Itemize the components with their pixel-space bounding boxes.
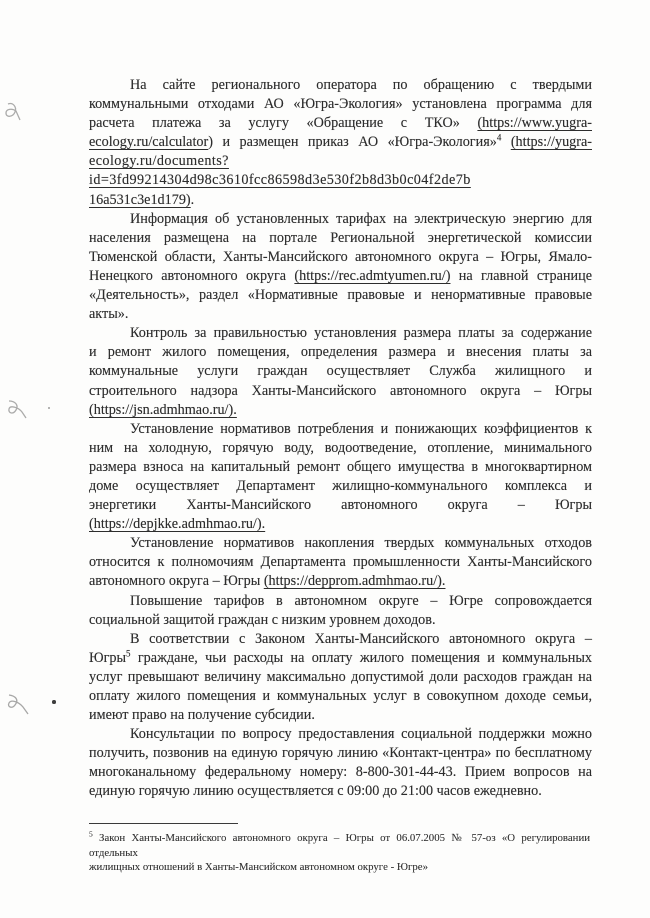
body-line [89,668,592,687]
body-line [89,324,592,343]
pen-mark-1 [4,100,24,126]
text-run: Установление нормативов накопления твердых коммунальных отходов [130,535,592,552]
body-line [89,401,592,420]
body-line [89,572,592,591]
body-line [89,831,590,860]
text-run: населения размещена на портале Региональной энергетической комиссии [89,229,592,246]
paragraph [89,420,592,535]
body-line [89,496,592,515]
body-line [89,229,592,248]
text-run: Югры [89,649,127,666]
paragraph [89,324,592,419]
hyperlink-text[interactable]: (https://depprom.admhmao.ru/). [263,573,446,590]
body-line [89,725,592,744]
text-run: автономного округа – Югры [89,573,264,590]
body-line [89,420,592,439]
paragraph [89,592,592,630]
text-run: Информация об установленных тарифах на электрическую энергию для [130,210,592,227]
document-body [89,76,592,802]
text-run: граждане, чьи расходы на оплату жилого помещения и коммунальных [130,649,592,666]
text-run: жилищных отношений в Ханты-Мансийском автономном округе - Югре» [89,861,428,874]
text-run: Консультации по вопросу предоставления социальной поддержки можно [130,726,592,743]
body-line [89,477,592,496]
body-line [89,515,592,534]
body-line [89,630,592,649]
text-run: Закон Ханты-Мансийского автономного округа – Югры от 06.07.2005 № 57-оз «О регулировании отдельных [89,832,590,859]
body-line [89,611,592,630]
text-run: социальной защитой граждан с низким уровнем доходов. [89,611,436,628]
hyperlink-text[interactable]: (https://depjkke.admhmao.ru/). [89,516,266,533]
pen-mark-2 [6,398,28,422]
hyperlink-text[interactable]: ecology.ru/documents?id=3fd99214304d98c3610fcc86598d3e530f2b8d3b0c04f2de7b [89,153,471,189]
body-line [89,248,592,267]
text-run: строительного надзора Ханты-Мансийского автономного округа – Югры [89,382,592,399]
text-run: Установление нормативов потребления и понижающих коэффициентов к [130,420,592,437]
body-line [89,191,592,210]
footnote [89,831,590,875]
body-line [89,382,592,401]
body-line [89,114,592,133]
paragraph [89,76,592,210]
text-run: энергетики Ханты-Мансийского автономного округа – Югры [89,497,592,514]
body-line [89,534,592,553]
body-line [89,458,592,477]
footnote-reference: 5 [89,829,93,839]
body-line [89,860,590,875]
text-run: услуг превышают величину максимально допустимой доли расходов граждан на [89,668,592,685]
ink-dot-1 [48,407,50,409]
paragraph [89,630,592,725]
hyperlink-text[interactable]: (https://jsn.admhmao.ru/). [89,401,237,418]
text-run: размера взноса на капитальный ремонт общего имущества в многоквартирном [89,458,592,475]
body-line [89,152,592,190]
text-run: расчета платежа за услугу «Обращение с ТКО» [89,115,478,132]
footnote-reference: 5 [126,648,131,659]
body-line [89,305,592,324]
text-run: и ремонт жилого помещения, определения размера и внесения платы за [89,344,592,361]
body-line [89,706,592,725]
text-run: единую горячую линию осуществляется с 09:00 до 21:00 часов ежедневно. [89,783,542,800]
text-run: «Деятельность», раздел «Нормативные правовые и ненормативные правовые [89,287,592,304]
body-line [89,687,592,706]
footnote-reference: 4 [496,132,502,143]
body-line [89,133,592,152]
hyperlink-text[interactable]: (https://www.yugra- [477,115,592,132]
body-line [89,592,592,611]
body-line [89,782,592,801]
text-run: На сайте регионального оператора по обращению с твердыми [130,77,592,93]
hyperlink-text[interactable]: (https://yugra- [510,134,592,151]
body-line [89,210,592,229]
text-run: коммунальные услуги граждан осуществляет Служба жилищного и [89,363,592,380]
body-line [89,286,592,305]
text-run: В соответствии с Законом Ханты-Мансийского автономного округа – [130,630,592,647]
text-run: относится к полномочиям Департамента промышленности Ханты-Мансийского [89,554,592,571]
text-run: доме осуществляет Департамент жилищно-коммунального комплекса и [89,477,592,494]
text-run: получить, позвонив на единую горячую линию «Контакт-центра» по бесплатному [89,745,592,762]
body-line [89,267,592,286]
body-line [89,744,592,763]
body-line [89,763,592,782]
pen-mark-3 [6,692,30,718]
text-run: Повышение тарифов в автономном округе – Югре сопровождается [130,592,592,609]
text-run: имеют право на получение субсидии. [89,707,315,724]
text-run: на главной странице [450,267,593,284]
text-run: ) и размещен приказ АО «Югра-Экология» [208,134,497,151]
text-run: акты». [89,306,129,323]
body-line [89,76,592,95]
text-run: ним на холодную, горячую воду, водоотведение, отопление, минимального [89,439,592,456]
paragraph [89,210,592,325]
body-line [89,649,592,668]
text-run: Контроль за правильностью установления размера платы за содержание [130,325,592,342]
text-run: . [190,191,195,208]
hyperlink-text[interactable]: (https://rec.admtyumen.ru/) [294,267,451,284]
ink-dot-2 [52,700,56,704]
text-run: коммунальными отходами АО «Югра-Экология» установлена программа для [89,96,592,113]
paragraph [89,534,592,591]
body-line [89,439,592,458]
body-line [89,553,592,572]
body-line [89,95,592,114]
hyperlink-text[interactable]: ecology.ru/calculator [89,134,209,151]
text-run [501,134,511,150]
text-run: Ненецкого автономного округа [89,267,295,284]
text-run: Тюменской области, Ханты-Мансийского автономного округа – Югры, Ямало- [89,248,592,265]
footnote-separator [89,823,238,824]
body-line [89,362,592,381]
text-run: оплату жилого помещения и коммунальных услуг в совокупном доходе семьи, [89,688,592,704]
body-line [89,343,592,362]
hyperlink-text[interactable]: 16a531c3e1d179) [89,191,191,208]
text-run: многоканальному федеральному номеру: 8-800-301-44-43. Прием вопросов на [89,764,592,781]
paragraph [89,725,592,801]
